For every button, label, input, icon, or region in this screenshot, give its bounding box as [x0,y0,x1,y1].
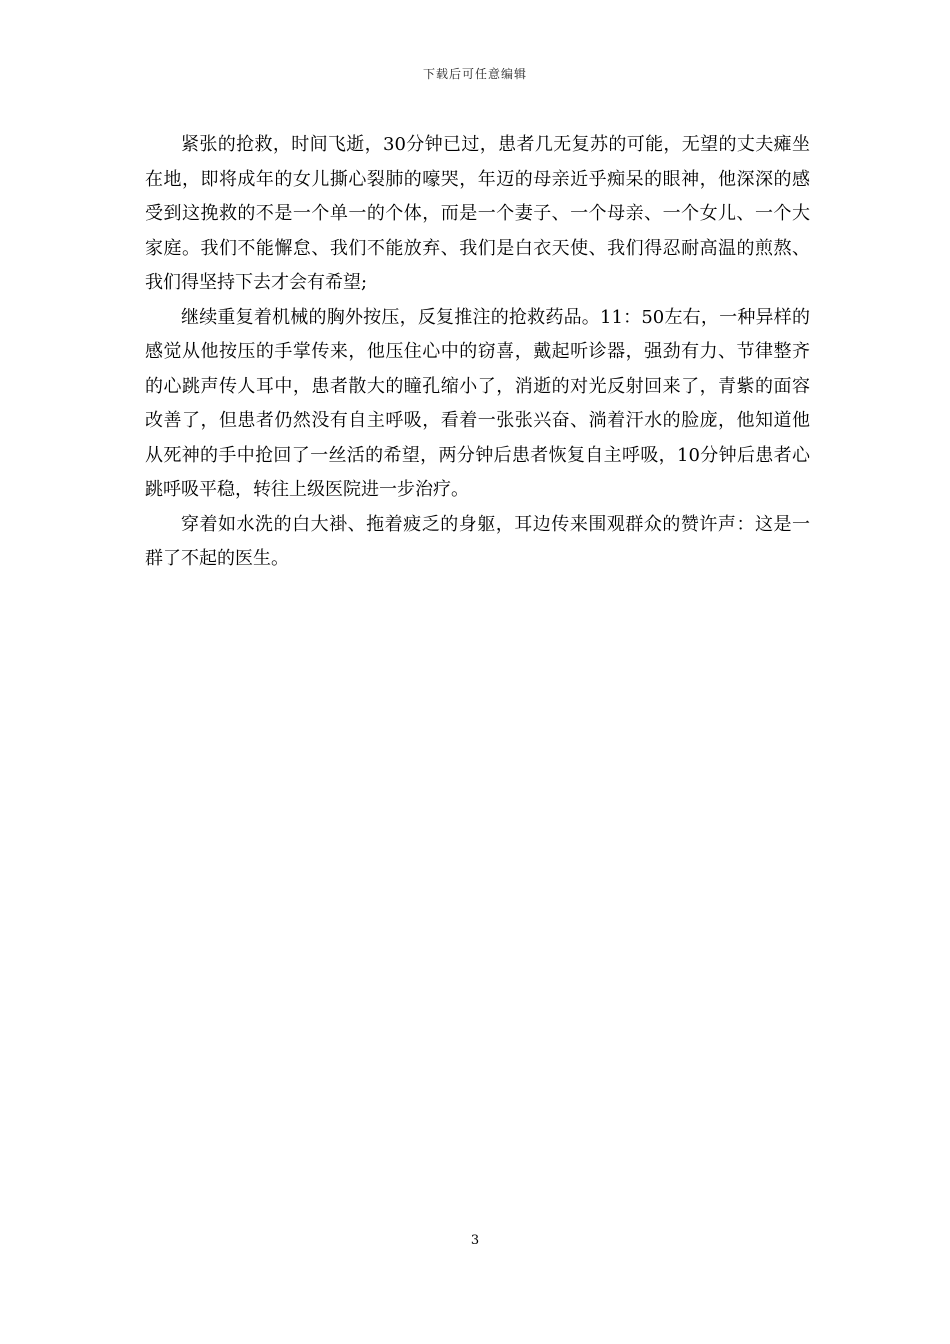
paragraph-2: 继续重复着机械的胸外按压，反复推注的抢救药品。11：50左右，一种异样的感觉从他按压的手掌传来，他压住心中的窃喜，戴起听诊器，强劲有力、节律整齐的心跳声传人耳中，患者散大的瞳孔缩小了，消逝的对光反射回来了，青紫的面容改善了，但患者仍然没有自主呼吸，看着一张张兴奋、淌着汗水的脸庞，他知道他从死神的手中抢回了一丝活的希望，两分钟后患者恢复自主呼吸，10分钟后患者心跳呼吸平稳，转往上级医院进一步治疗。 [145,306,810,500]
paragraph-1: 紧张的抢救，时间飞逝，30分钟已过，患者几无复苏的可能，无望的丈夫瘫坐在地，即将成年的女儿撕心裂肺的嚎哭，年迈的母亲近乎痴呆的眼神，他深深的感受到这挽救的不是一个单一的个体，而是一个妻子、一个母亲、一个女儿、一个大家庭。我们不能懈怠、我们不能放弃、我们是白衣天使、我们得忍耐高温的煎熬、我们得坚持下去才会有希望; [145,134,810,293]
paragraph-3: 穿着如水洗的白大褂、拖着疲乏的身躯，耳边传来围观群众的赞许声：这是一群了不起的医生。 [145,513,810,569]
page-number: 3 [470,1233,480,1248]
page-header: 下载后可任意编辑 [422,67,527,81]
document-body [145,128,810,577]
